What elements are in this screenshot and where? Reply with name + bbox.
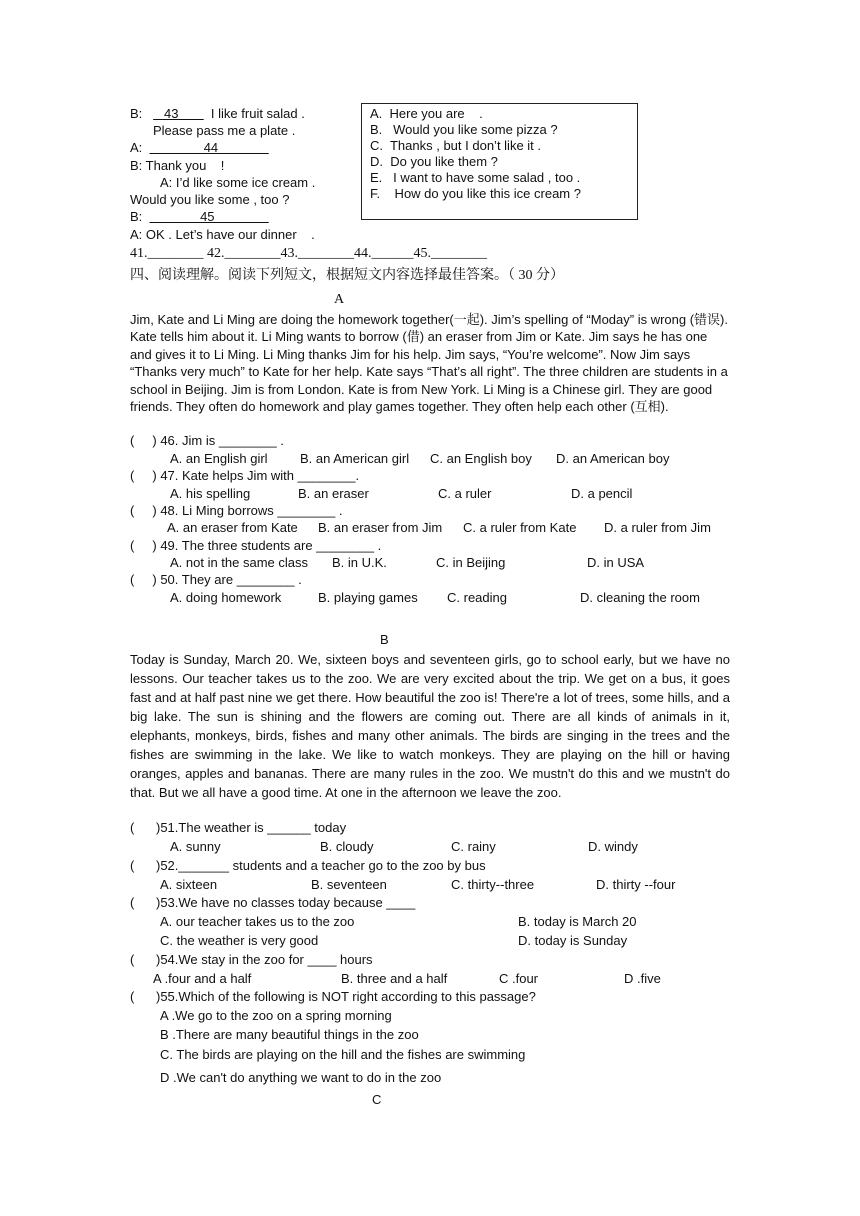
q55-option-a[interactable]: A .We go to the zoo on a spring morning <box>160 1008 392 1023</box>
question-48: ( ) 48. Li Ming borrows ________ . <box>130 503 343 518</box>
dialogue-line-b2: B: Thank you ! <box>130 158 225 173</box>
q52-option-c[interactable]: C. thirty--three <box>451 877 535 892</box>
option-f: F. How do you like this ice cream ? <box>370 186 581 201</box>
answer-blank-43: 43 <box>153 106 204 121</box>
passage-c-letter: C <box>372 1092 382 1107</box>
passage-b-text: Today is Sunday, March 20. We, sixteen boys and seventeen girls, go to school early, but we have no lessons. Our teacher takes us to the zoo. We are very excited about the trip. We get on a bus, it goes fast and at half past nine we get there. How beautiful the zoo is! There're a lot of trees, some hills, and a big lake. The sun is shining and the flowers are coming out. There are all kinds of animals in it, elephants, monkeys, birds, fishes and many other animals. The birds are singing in the trees and the fishes are swimming in the lake. We like to watch monkeys. They are playing on the hill or having oranges, apples and bananas. There are many rules in the zoo. We mustn't do this and we mustn't do that. But we all have a good time. At one in the afternoon we leave the zoo. <box>130 652 730 800</box>
q47-option-c[interactable]: C. a ruler <box>438 486 492 501</box>
option-c: C. Thanks , but I don’t like it . <box>370 138 542 153</box>
q54-option-d[interactable]: D .five <box>624 971 661 986</box>
question-55: ( )55.Which of the following is NOT right according to this passage? <box>130 989 536 1004</box>
q50-option-c[interactable]: C. reading <box>447 590 507 605</box>
answer-blank-44: 44 <box>149 140 269 155</box>
q55-option-c[interactable]: C. The birds are playing on the hill and the fishes are swimming <box>160 1047 526 1062</box>
dialogue-line-b1 <box>130 105 305 122</box>
question-49: ( ) 49. The three students are ________ . <box>130 538 382 553</box>
q47-option-a[interactable]: A. his spelling <box>170 486 251 501</box>
q49-option-c[interactable]: C. in Beijing <box>436 555 506 570</box>
option-d: D. Do you like them ? <box>370 154 498 169</box>
q53-option-a[interactable]: A. our teacher takes us to the zoo <box>160 914 355 929</box>
passage-a-text: Jim, Kate and Li Ming are doing the homework together(一起). Jim’s spelling of “Moday” is wrong (错误). Kate tells him about it. Li Ming wants to borrow (借) an eraser from Jim or Kate. Jim says he has one and gives it to Li Ming. Li Ming thanks Jim for his help. Jim says, “You’re welcome”. Now Jim says “Thanks very much” to Kate for her help. Kate says “That’s all right”. The three children are students in a school in Beijing. Jim is from London. Kate is from New York. Li Ming is a Chinese girl. They are good friends. They often do homework and play games together. They often help each other (互相). <box>130 312 728 415</box>
dialogue-line-b3 <box>130 208 269 225</box>
speaker-label: B: <box>130 106 154 121</box>
passage-b-letter: B <box>380 632 389 647</box>
q50-option-d[interactable]: D. cleaning the room <box>580 590 700 605</box>
q49-option-b[interactable]: B. in U.K. <box>332 555 387 570</box>
dialogue-line-a3: A: OK . Let’s have our dinner . <box>130 227 315 242</box>
q55-option-b[interactable]: B .There are many beautiful things in the zoo <box>160 1027 419 1042</box>
option-b: B. Would you like some pizza ? <box>370 122 558 137</box>
q48-option-d[interactable]: D. a ruler from Jim <box>604 520 711 535</box>
dialogue-line-b1-cont: Please pass me a plate . <box>153 123 296 138</box>
dialogue-line-a2: A: I’d like some ice cream . <box>160 175 316 190</box>
q51-option-b[interactable]: B. cloudy <box>320 839 374 854</box>
answer-line: 41.________ 42.________43.________44.______45.________ <box>130 246 487 261</box>
q55-option-d[interactable]: D .We can't do anything we want to do in the zoo <box>160 1070 442 1085</box>
q48-option-b[interactable]: B. an eraser from Jim <box>318 520 443 535</box>
question-52: ( )52._______ students and a teacher go to the zoo by bus <box>130 858 486 873</box>
q51-option-a[interactable]: A. sunny <box>170 839 221 854</box>
question-46: ( ) 46. Jim is ________ . <box>130 433 284 448</box>
question-53: ( )53.We have no classes today because ____ <box>130 895 416 910</box>
q51-option-c[interactable]: C. rainy <box>451 839 496 854</box>
q46-option-a[interactable]: A. an English girl <box>170 451 268 466</box>
q54-option-b[interactable]: B. three and a half <box>341 971 448 986</box>
passage-a-letter: A <box>334 292 345 307</box>
dialogue-line-a2-cont: Would you like some , too ? <box>130 192 290 207</box>
q54-option-c[interactable]: C .four <box>499 971 539 986</box>
q50-option-b[interactable]: B. playing games <box>318 590 418 605</box>
option-a: A. Here you are . <box>370 106 483 121</box>
options-box <box>361 103 638 220</box>
speaker-label: A: <box>130 140 150 155</box>
dialogue-line-a1 <box>130 139 269 156</box>
question-54: ( )54.We stay in the zoo for ____ hours <box>130 952 373 967</box>
q46-option-b[interactable]: B. an American girl <box>300 451 410 466</box>
q49-option-d[interactable]: D. in USA <box>587 555 645 570</box>
section-header: 四、阅读理解。阅读下列短文，根据短文内容选择最佳答案。（ 30 分） <box>130 268 564 283</box>
q47-option-d[interactable]: D. a pencil <box>571 486 633 501</box>
q54-option-a[interactable]: A .four and a half <box>153 971 252 986</box>
question-51: ( )51.The weather is ______ today <box>130 820 347 835</box>
q46-option-d[interactable]: D. an American boy <box>556 451 670 466</box>
q52-option-b[interactable]: B. seventeen <box>311 877 387 892</box>
q47-option-b[interactable]: B. an eraser <box>298 486 369 501</box>
q53-option-c[interactable]: C. the weather is very good <box>160 933 319 948</box>
q52-option-a[interactable]: A. sixteen <box>160 877 218 892</box>
answer-blank-45: 45 <box>149 209 269 224</box>
option-e: E. I want to have some salad , too . <box>370 170 581 185</box>
q49-option-a[interactable]: A. not in the same class <box>170 555 309 570</box>
q51-option-d[interactable]: D. windy <box>588 839 638 854</box>
dialogue-text: I like fruit salad . <box>203 106 305 121</box>
q48-option-a[interactable]: A. an eraser from Kate <box>167 520 298 535</box>
question-50: ( ) 50. They are ________ . <box>130 572 302 587</box>
q52-option-d[interactable]: D. thirty --four <box>596 877 676 892</box>
q53-option-b[interactable]: B. today is March 20 <box>518 914 637 929</box>
q53-option-d[interactable]: D. today is Sunday <box>518 933 628 948</box>
q48-option-c[interactable]: C. a ruler from Kate <box>463 520 577 535</box>
question-47: ( ) 47. Kate helps Jim with ________. <box>130 468 360 483</box>
q46-option-c[interactable]: C. an English boy <box>430 451 532 466</box>
q50-option-a[interactable]: A. doing homework <box>170 590 282 605</box>
speaker-label: B: <box>130 209 150 224</box>
